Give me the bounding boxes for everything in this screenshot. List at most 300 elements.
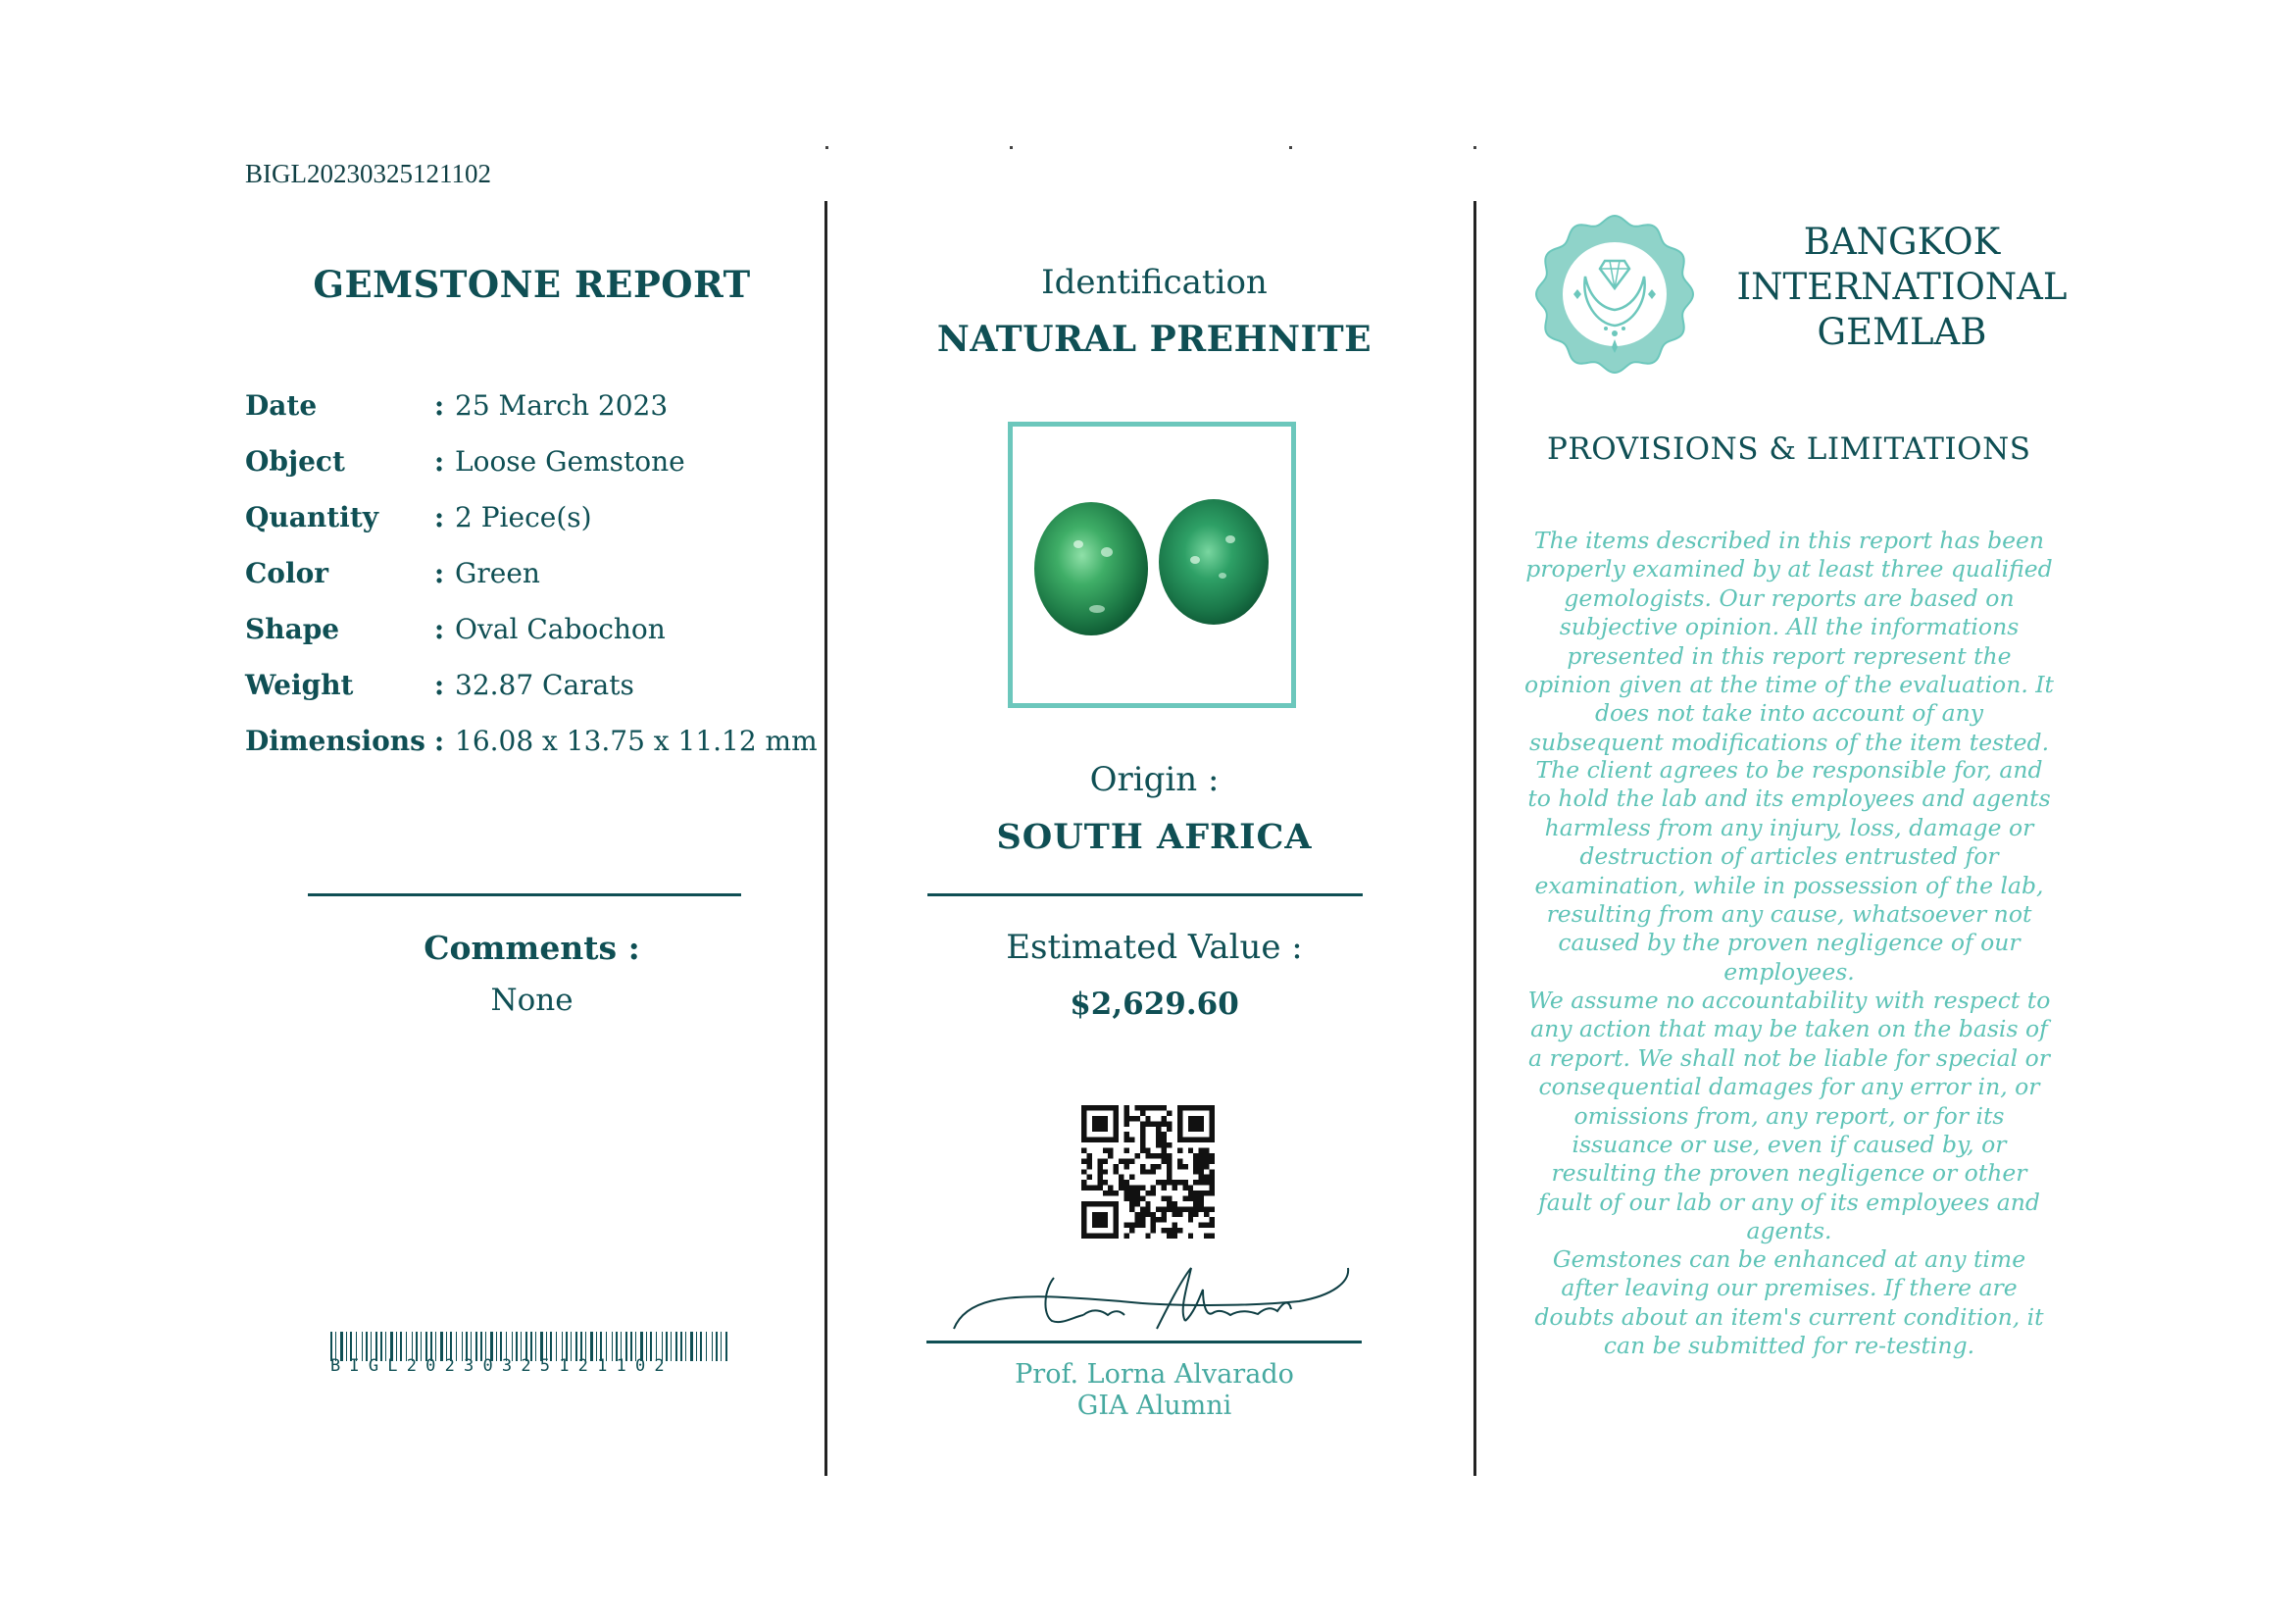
qr-module bbox=[1162, 1217, 1167, 1222]
qr-module bbox=[1092, 1186, 1097, 1190]
qr-module bbox=[1097, 1175, 1102, 1180]
qr-module bbox=[1097, 1169, 1102, 1174]
qr-module bbox=[1124, 1110, 1129, 1115]
qr-module bbox=[1134, 1116, 1139, 1121]
qr-module bbox=[1182, 1164, 1187, 1169]
qr-module bbox=[1193, 1212, 1198, 1217]
qr-module bbox=[1162, 1158, 1167, 1163]
qr-module bbox=[1167, 1195, 1172, 1200]
qr-module bbox=[1188, 1186, 1193, 1190]
qr-module bbox=[1140, 1138, 1145, 1142]
spec-value: 32.87 Carats bbox=[455, 669, 634, 701]
qr-module bbox=[1114, 1223, 1119, 1228]
qr-module bbox=[1086, 1138, 1091, 1142]
qr-module bbox=[1156, 1180, 1161, 1185]
qr-module bbox=[1129, 1158, 1134, 1163]
qr-module bbox=[1156, 1217, 1161, 1222]
signer-name: Prof. Lorna Alvarado bbox=[1015, 1359, 1294, 1390]
qr-module bbox=[1156, 1105, 1161, 1110]
qr-module bbox=[1108, 1201, 1113, 1206]
qr-module bbox=[1114, 1217, 1119, 1222]
qr-module bbox=[1145, 1201, 1150, 1206]
qr-module bbox=[1124, 1121, 1129, 1126]
qr-module bbox=[1081, 1121, 1086, 1126]
qr-module bbox=[1199, 1105, 1204, 1110]
qr-module bbox=[1140, 1110, 1145, 1115]
fold-mark bbox=[1289, 146, 1292, 149]
qr-module bbox=[1086, 1164, 1091, 1169]
qr-module bbox=[1188, 1234, 1193, 1239]
qr-module bbox=[1151, 1190, 1156, 1195]
qr-module bbox=[1188, 1195, 1193, 1200]
qr-module bbox=[1167, 1127, 1172, 1132]
qr-code bbox=[1081, 1105, 1215, 1239]
qr-module bbox=[1193, 1105, 1198, 1110]
qr-module bbox=[1188, 1127, 1193, 1132]
qr-module bbox=[1140, 1121, 1145, 1126]
qr-module bbox=[1092, 1121, 1097, 1126]
qr-module bbox=[1210, 1180, 1215, 1185]
qr-module bbox=[1167, 1164, 1172, 1169]
qr-module bbox=[1114, 1132, 1119, 1137]
qr-module bbox=[1172, 1180, 1176, 1185]
qr-module bbox=[1182, 1180, 1187, 1185]
comments-value: None bbox=[490, 983, 574, 1018]
qr-module bbox=[1092, 1127, 1097, 1132]
qr-module bbox=[1097, 1234, 1102, 1239]
qr-module bbox=[1156, 1164, 1161, 1169]
qr-module bbox=[1124, 1138, 1129, 1142]
qr-module bbox=[1210, 1186, 1215, 1190]
qr-module bbox=[1162, 1186, 1167, 1190]
qr-module bbox=[1081, 1148, 1086, 1153]
qr-module bbox=[1210, 1110, 1215, 1115]
spec-colon: : bbox=[433, 389, 445, 422]
qr-module bbox=[1140, 1127, 1145, 1132]
qr-module bbox=[1119, 1158, 1123, 1163]
qr-module bbox=[1097, 1217, 1102, 1222]
qr-module bbox=[1156, 1206, 1161, 1211]
qr-module bbox=[1092, 1116, 1097, 1121]
estimated-value-label: Estimated Value : bbox=[1006, 928, 1303, 967]
qr-module bbox=[1103, 1223, 1108, 1228]
spec-label: Object bbox=[245, 445, 345, 478]
qr-module bbox=[1177, 1116, 1182, 1121]
qr-module bbox=[1140, 1206, 1145, 1211]
qr-module bbox=[1103, 1116, 1108, 1121]
qr-module bbox=[1210, 1217, 1215, 1222]
provisions-paragraph: The client agrees to be responsible for, and to hold the lab and its employees and agents harmless from any injury, loss, damage or destruction of articles entrusted for examination, while in possession of the lab, resulting from any cause, whatsoever not caused by the proven negligence of our employees. bbox=[1527, 756, 2051, 986]
spec-row bbox=[245, 433, 818, 489]
qr-module bbox=[1162, 1195, 1167, 1200]
qr-module bbox=[1151, 1121, 1156, 1126]
qr-module bbox=[1097, 1116, 1102, 1121]
qr-module bbox=[1129, 1223, 1134, 1228]
qr-module bbox=[1199, 1206, 1204, 1211]
qr-module bbox=[1151, 1105, 1156, 1110]
fold-mark bbox=[1473, 146, 1476, 149]
qr-module bbox=[1210, 1206, 1215, 1211]
spec-label: Quantity bbox=[245, 501, 379, 533]
qr-module bbox=[1097, 1201, 1102, 1206]
qr-module bbox=[1124, 1190, 1129, 1195]
qr-module bbox=[1151, 1153, 1156, 1158]
qr-module bbox=[1092, 1217, 1097, 1222]
qr-module bbox=[1188, 1105, 1193, 1110]
qr-module bbox=[1156, 1138, 1161, 1142]
qr-module bbox=[1108, 1138, 1113, 1142]
spec-row bbox=[245, 657, 818, 713]
qr-module bbox=[1124, 1223, 1129, 1228]
signature bbox=[946, 1260, 1358, 1339]
gemstone-photo bbox=[1008, 422, 1296, 708]
qr-module bbox=[1140, 1132, 1145, 1137]
spec-value: 25 March 2023 bbox=[455, 389, 669, 422]
lab-name-line: BANGKOK bbox=[1803, 221, 2001, 263]
qr-module bbox=[1177, 1206, 1182, 1211]
qr-module bbox=[1199, 1148, 1204, 1153]
qr-module bbox=[1114, 1206, 1119, 1211]
qr-module bbox=[1129, 1116, 1134, 1121]
qr-module bbox=[1188, 1212, 1193, 1217]
estimated-value: $2,629.60 bbox=[1070, 987, 1239, 1022]
qr-module bbox=[1103, 1138, 1108, 1142]
fold-mark bbox=[1010, 146, 1013, 149]
qr-module bbox=[1134, 1195, 1139, 1200]
spec-value: Green bbox=[455, 557, 540, 589]
qr-module bbox=[1199, 1138, 1204, 1142]
qr-module bbox=[1092, 1138, 1097, 1142]
spec-row bbox=[245, 601, 818, 657]
qr-module bbox=[1162, 1121, 1167, 1126]
qr-module bbox=[1177, 1148, 1182, 1153]
qr-module bbox=[1140, 1186, 1145, 1190]
qr-module bbox=[1103, 1234, 1108, 1239]
qr-module bbox=[1114, 1228, 1119, 1233]
qr-module bbox=[1177, 1158, 1182, 1163]
qr-module bbox=[1188, 1217, 1193, 1222]
qr-module bbox=[1151, 1217, 1156, 1222]
qr-module bbox=[1124, 1132, 1129, 1137]
qr-module bbox=[1092, 1212, 1097, 1217]
qr-module bbox=[1204, 1223, 1209, 1228]
qr-module bbox=[1103, 1127, 1108, 1132]
qr-module bbox=[1167, 1180, 1172, 1185]
qr-module bbox=[1156, 1153, 1161, 1158]
qr-module bbox=[1081, 1186, 1086, 1190]
qr-module bbox=[1145, 1116, 1150, 1121]
qr-module bbox=[1081, 1234, 1086, 1239]
qr-module bbox=[1204, 1153, 1209, 1158]
qr-module bbox=[1145, 1234, 1150, 1239]
qr-module bbox=[1167, 1142, 1172, 1147]
qr-module bbox=[1177, 1127, 1182, 1132]
qr-module bbox=[1182, 1138, 1187, 1142]
qr-module bbox=[1129, 1175, 1134, 1180]
qr-module bbox=[1210, 1105, 1215, 1110]
qr-module bbox=[1140, 1142, 1145, 1147]
report-title: GEMSTONE REPORT bbox=[313, 263, 751, 306]
qr-module bbox=[1081, 1223, 1086, 1228]
spec-row bbox=[245, 378, 818, 433]
qr-module bbox=[1134, 1153, 1139, 1158]
qr-module bbox=[1156, 1127, 1161, 1132]
qr-module bbox=[1103, 1169, 1108, 1174]
spec-colon: : bbox=[433, 501, 445, 533]
qr-module bbox=[1097, 1180, 1102, 1185]
qr-module bbox=[1145, 1206, 1150, 1211]
qr-module bbox=[1193, 1206, 1198, 1211]
qr-module bbox=[1210, 1175, 1215, 1180]
qr-module bbox=[1162, 1132, 1167, 1137]
qr-module bbox=[1167, 1234, 1172, 1239]
qr-module bbox=[1124, 1180, 1129, 1185]
qr-module bbox=[1204, 1175, 1209, 1180]
qr-module bbox=[1081, 1212, 1086, 1217]
qr-module bbox=[1210, 1116, 1215, 1121]
qr-module bbox=[1167, 1158, 1172, 1163]
qr-module bbox=[1167, 1169, 1172, 1174]
qr-module bbox=[1129, 1138, 1134, 1142]
spec-label: Shape bbox=[245, 613, 340, 645]
qr-module bbox=[1199, 1164, 1204, 1169]
qr-module bbox=[1119, 1180, 1123, 1185]
qr-module bbox=[1156, 1142, 1161, 1147]
qr-module bbox=[1129, 1190, 1134, 1195]
origin-label: Origin : bbox=[1089, 760, 1220, 799]
qr-module bbox=[1193, 1190, 1198, 1195]
qr-module bbox=[1199, 1158, 1204, 1163]
qr-module bbox=[1199, 1195, 1204, 1200]
qr-module bbox=[1140, 1169, 1145, 1174]
qr-module bbox=[1124, 1158, 1129, 1163]
qr-module bbox=[1134, 1201, 1139, 1206]
qr-module bbox=[1124, 1148, 1129, 1153]
qr-module bbox=[1204, 1180, 1209, 1185]
qr-module bbox=[1204, 1234, 1209, 1239]
qr-module bbox=[1081, 1180, 1086, 1185]
qr-module bbox=[1167, 1228, 1172, 1233]
qr-module bbox=[1097, 1223, 1102, 1228]
qr-module bbox=[1172, 1212, 1176, 1217]
qr-module bbox=[1162, 1105, 1167, 1110]
qr-module bbox=[1199, 1223, 1204, 1228]
qr-module bbox=[1081, 1116, 1086, 1121]
spec-colon: : bbox=[433, 445, 445, 478]
qr-module bbox=[1210, 1158, 1215, 1163]
spec-value: 2 Piece(s) bbox=[455, 501, 592, 533]
qr-module bbox=[1199, 1153, 1204, 1158]
qr-module bbox=[1210, 1169, 1215, 1174]
qr-module bbox=[1172, 1206, 1176, 1211]
qr-module bbox=[1081, 1105, 1086, 1110]
qr-module bbox=[1097, 1164, 1102, 1169]
qr-module bbox=[1092, 1201, 1097, 1206]
qr-module bbox=[1114, 1110, 1119, 1115]
qr-module bbox=[1210, 1132, 1215, 1137]
qr-module bbox=[1151, 1186, 1156, 1190]
qr-module bbox=[1162, 1153, 1167, 1158]
qr-module bbox=[1114, 1190, 1119, 1195]
qr-module bbox=[1199, 1121, 1204, 1126]
qr-module bbox=[1134, 1223, 1139, 1228]
provisions-paragraph: Gemstones can be enhanced at any time after leaving our premises. If there are doubts about an item's current condition, it can be submitted for re-testing. bbox=[1534, 1245, 2044, 1360]
qr-module bbox=[1204, 1148, 1209, 1153]
spec-label: Color bbox=[245, 557, 329, 589]
qr-module bbox=[1103, 1105, 1108, 1110]
qr-module bbox=[1097, 1121, 1102, 1126]
qr-module bbox=[1204, 1190, 1209, 1195]
qr-module bbox=[1097, 1138, 1102, 1142]
qr-module bbox=[1151, 1164, 1156, 1169]
qr-module bbox=[1156, 1121, 1161, 1126]
qr-module bbox=[1182, 1105, 1187, 1110]
qr-module bbox=[1167, 1175, 1172, 1180]
qr-module bbox=[1129, 1201, 1134, 1206]
qr-module bbox=[1108, 1234, 1113, 1239]
qr-module bbox=[1092, 1234, 1097, 1239]
spec-table bbox=[245, 378, 818, 769]
qr-module bbox=[1081, 1132, 1086, 1137]
qr-module bbox=[1193, 1127, 1198, 1132]
qr-module bbox=[1177, 1180, 1182, 1185]
qr-module bbox=[1145, 1153, 1150, 1158]
qr-module bbox=[1177, 1110, 1182, 1115]
qr-module bbox=[1081, 1201, 1086, 1206]
spec-value: Loose Gemstone bbox=[455, 445, 685, 478]
qr-module bbox=[1210, 1223, 1215, 1228]
qr-module bbox=[1086, 1153, 1091, 1158]
qr-module bbox=[1177, 1105, 1182, 1110]
qr-module bbox=[1145, 1212, 1150, 1217]
gemlab-logo bbox=[1534, 214, 1695, 375]
spec-label: Dimensions bbox=[245, 725, 425, 757]
qr-module bbox=[1124, 1234, 1129, 1239]
gemstone-image bbox=[1013, 427, 1291, 703]
qr-module bbox=[1124, 1116, 1129, 1121]
qr-module bbox=[1124, 1164, 1129, 1169]
qr-module bbox=[1134, 1217, 1139, 1222]
qr-module bbox=[1210, 1127, 1215, 1132]
qr-module bbox=[1193, 1201, 1198, 1206]
qr-module bbox=[1119, 1186, 1123, 1190]
qr-module bbox=[1204, 1164, 1209, 1169]
qr-module bbox=[1193, 1164, 1198, 1169]
lab-name-line: GEMLAB bbox=[1817, 311, 1987, 353]
qr-module bbox=[1081, 1217, 1086, 1222]
identification-value: NATURAL PREHNITE bbox=[936, 319, 1373, 360]
qr-module bbox=[1097, 1186, 1102, 1190]
qr-module bbox=[1177, 1138, 1182, 1142]
provisions-paragraph: The items described in this report has been properly examined by at least three qualified gemologists. Our reports are based on subjective opinion. All the informations presented in this report represent the opinion given at the time of the evaluation. It does not take into account of any subsequent modifications of the item tested. bbox=[1524, 527, 2054, 756]
qr-module bbox=[1108, 1105, 1113, 1110]
qr-module bbox=[1162, 1180, 1167, 1185]
qr-module bbox=[1114, 1116, 1119, 1121]
spec-colon: : bbox=[433, 613, 445, 645]
qr-module bbox=[1188, 1190, 1193, 1195]
qr-module bbox=[1140, 1217, 1145, 1222]
qr-module bbox=[1108, 1186, 1113, 1190]
fold-mark bbox=[825, 146, 828, 149]
qr-module bbox=[1097, 1127, 1102, 1132]
signer-title: GIA Alumni bbox=[1076, 1391, 1232, 1421]
lab-name bbox=[1735, 220, 2069, 355]
qr-module bbox=[1193, 1180, 1198, 1185]
qr-module bbox=[1188, 1148, 1193, 1153]
qr-module bbox=[1097, 1105, 1102, 1110]
barcode-text: BIGL20230325121102 bbox=[330, 1356, 674, 1376]
qr-module bbox=[1151, 1169, 1156, 1174]
qr-module bbox=[1199, 1180, 1204, 1185]
qr-module bbox=[1177, 1212, 1182, 1217]
spec-row bbox=[245, 489, 818, 545]
qr-module bbox=[1193, 1169, 1198, 1174]
qr-module bbox=[1199, 1127, 1204, 1132]
qr-module bbox=[1162, 1138, 1167, 1142]
comments-label: Comments : bbox=[424, 929, 640, 967]
qr-module bbox=[1151, 1212, 1156, 1217]
qr-module bbox=[1129, 1228, 1134, 1233]
qr-module bbox=[1204, 1212, 1209, 1217]
qr-module bbox=[1134, 1186, 1139, 1190]
qr-module bbox=[1193, 1121, 1198, 1126]
qr-module bbox=[1193, 1116, 1198, 1121]
qr-module bbox=[1103, 1217, 1108, 1222]
qr-module bbox=[1140, 1223, 1145, 1228]
qr-module bbox=[1199, 1169, 1204, 1174]
qr-module bbox=[1162, 1142, 1167, 1147]
qr-module bbox=[1177, 1164, 1182, 1169]
qr-module bbox=[1151, 1228, 1156, 1233]
qr-module bbox=[1129, 1195, 1134, 1200]
qr-module bbox=[1097, 1212, 1102, 1217]
qr-module bbox=[1193, 1138, 1198, 1142]
spec-label: Weight bbox=[245, 669, 354, 701]
qr-module bbox=[1177, 1121, 1182, 1126]
spec-row bbox=[245, 545, 818, 601]
spec-label: Date bbox=[245, 389, 318, 422]
qr-module bbox=[1177, 1228, 1182, 1233]
qr-module bbox=[1145, 1190, 1150, 1195]
spec-colon: : bbox=[433, 725, 445, 757]
qr-module bbox=[1145, 1121, 1150, 1126]
qr-module bbox=[1199, 1190, 1204, 1195]
column-divider bbox=[824, 201, 827, 1476]
qr-module bbox=[1103, 1190, 1108, 1195]
qr-module bbox=[1182, 1195, 1187, 1200]
qr-module bbox=[1162, 1148, 1167, 1153]
qr-module bbox=[1103, 1180, 1108, 1185]
qr-module bbox=[1188, 1206, 1193, 1211]
qr-module bbox=[1162, 1228, 1167, 1233]
qr-module bbox=[1167, 1121, 1172, 1126]
qr-module bbox=[1140, 1212, 1145, 1217]
provisions-title: PROVISIONS & LIMITATIONS bbox=[1547, 431, 2031, 467]
qr-module bbox=[1193, 1153, 1198, 1158]
spec-colon: : bbox=[433, 669, 445, 701]
qr-module bbox=[1114, 1138, 1119, 1142]
qr-module bbox=[1081, 1169, 1086, 1174]
qr-module bbox=[1124, 1105, 1129, 1110]
qr-module bbox=[1081, 1110, 1086, 1115]
qr-module bbox=[1119, 1175, 1123, 1180]
qr-module bbox=[1172, 1201, 1176, 1206]
qr-module bbox=[1114, 1212, 1119, 1217]
signature-line bbox=[926, 1341, 1362, 1343]
qr-module bbox=[1145, 1148, 1150, 1153]
qr-module bbox=[1086, 1186, 1091, 1190]
qr-module bbox=[1167, 1206, 1172, 1211]
